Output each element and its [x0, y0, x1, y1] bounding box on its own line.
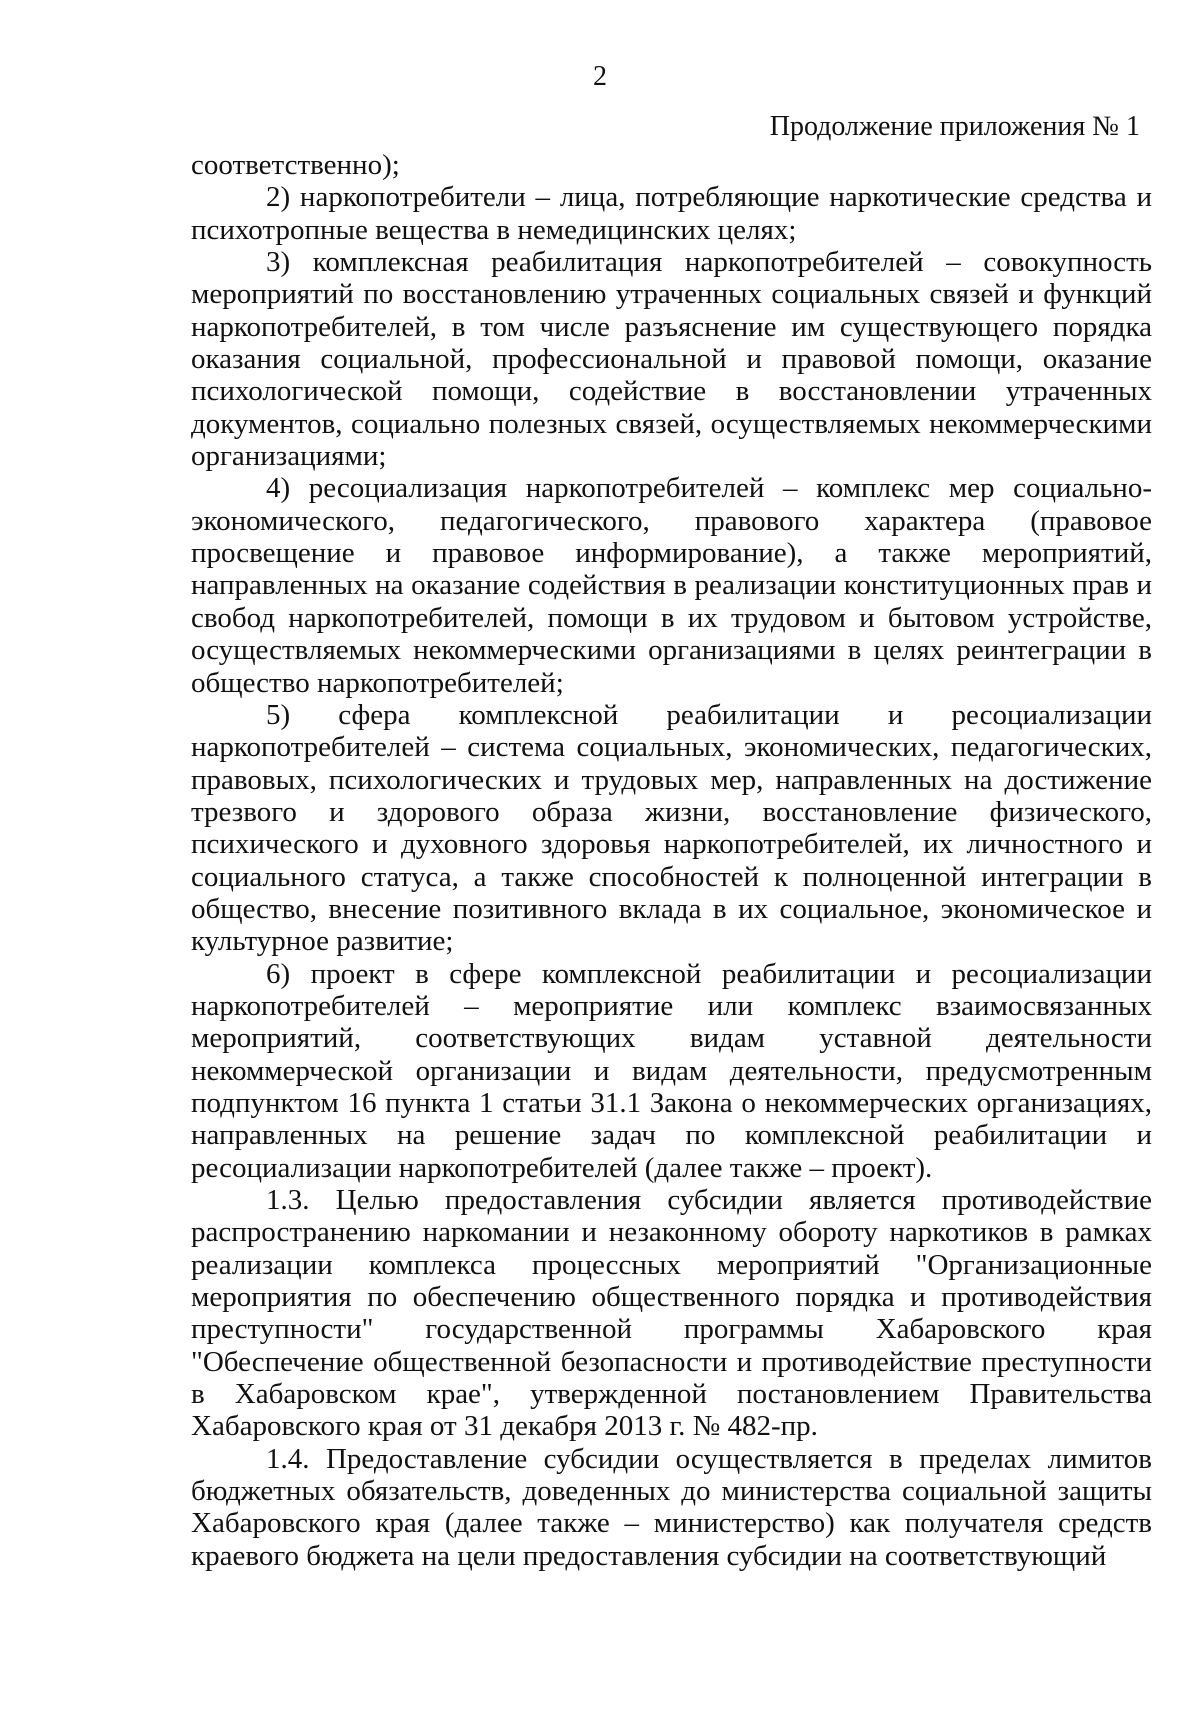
- paragraph-definition-6: 6) проект в сфере комплексной реабилитации и ресоциализации наркопотребителей – мероприятие или комплекс взаимосвязанных мероприятий, соответствующих видам уставной деятельности некоммерческой организации и видам деятельности, предусмотренным подпунктом 16 пункта 1 статьи 31.1 Закона о некоммерческих организациях, направленных на решение задач по комплексной реабилитации и ресоциализации наркопотребителей (далее также – проект).: [191, 957, 1152, 1184]
- paragraph-definition-3: 3) комплексная реабилитация наркопотребителей – совокупность мероприятий по восстановлению утраченных социальных связей и функций наркопотребителей, в том числе разъяснение им существующего порядка оказания социальной, профессиональной и правовой помощи, оказание психологической помощи, содействие в восстановлении утраченных документов, социально полезных связей, осуществляемых некоммерческими организациями;: [191, 246, 1152, 473]
- paragraph-clause-1-3: 1.3. Целью предоставления субсидии является противодействие распространению наркомании и незаконному обороту наркотиков в рамках реализации комплекса процессных мероприятий "Организационные мероприятия по обеспечению общественного порядка и противодействия преступности" государственной программы Хабаровского края "Обеспечение общественной безопасности и противодействие преступности в Хабаровском крае", утвержденной постановлением Правительства Хабаровского края от 31 декабря 2013 г. № 482-пр.: [191, 1184, 1152, 1443]
- paragraph-definition-2: 2) наркопотребители – лица, потребляющие наркотические средства и психотропные вещества в немедицинских целях;: [191, 181, 1152, 246]
- paragraph-definition-5: 5) сфера комплексной реабилитации и ресоциализации наркопотребителей – система социальных, экономических, педагогических, правовых, психологических и трудовых мер, направленных на достижение трезвого и здорового образа жизни, восстановление физического, психического и духовного здоровья наркопотребителей, их личностного и социального статуса, а также способностей к полноценной интеграции в общество, внесение позитивного вклада в их социальное, экономическое и культурное развитие;: [191, 698, 1152, 958]
- page-number: 2: [593, 61, 607, 92]
- appendix-continuation-note: Продолжение приложения № 1: [769, 111, 1140, 142]
- document-body: [191, 149, 1152, 1572]
- paragraph-continuation: соответственно);: [191, 149, 400, 181]
- paragraph-definition-4: 4) ресоциализация наркопотребителей – комплекс мер социально-экономического, педагогического, правового характера (правовое просвещение и правовое информирование), а также мероприятий, направленных на оказание содействия в реализации конституционных прав и свобод наркопотребителей, помощи в их трудовом и бытовом устройстве, осуществляемых некоммерческими организациями в целях реинтеграции в общество наркопотребителей;: [191, 472, 1152, 699]
- paragraph-clause-1-4: 1.4. Предоставление субсидии осуществляется в пределах лимитов бюджетных обязательств, доведенных до министерства социальной защиты Хабаровского края (далее также – министерство) как получателя средств краевого бюджета на цели предоставления субсидии на соответствующий: [191, 1442, 1152, 1572]
